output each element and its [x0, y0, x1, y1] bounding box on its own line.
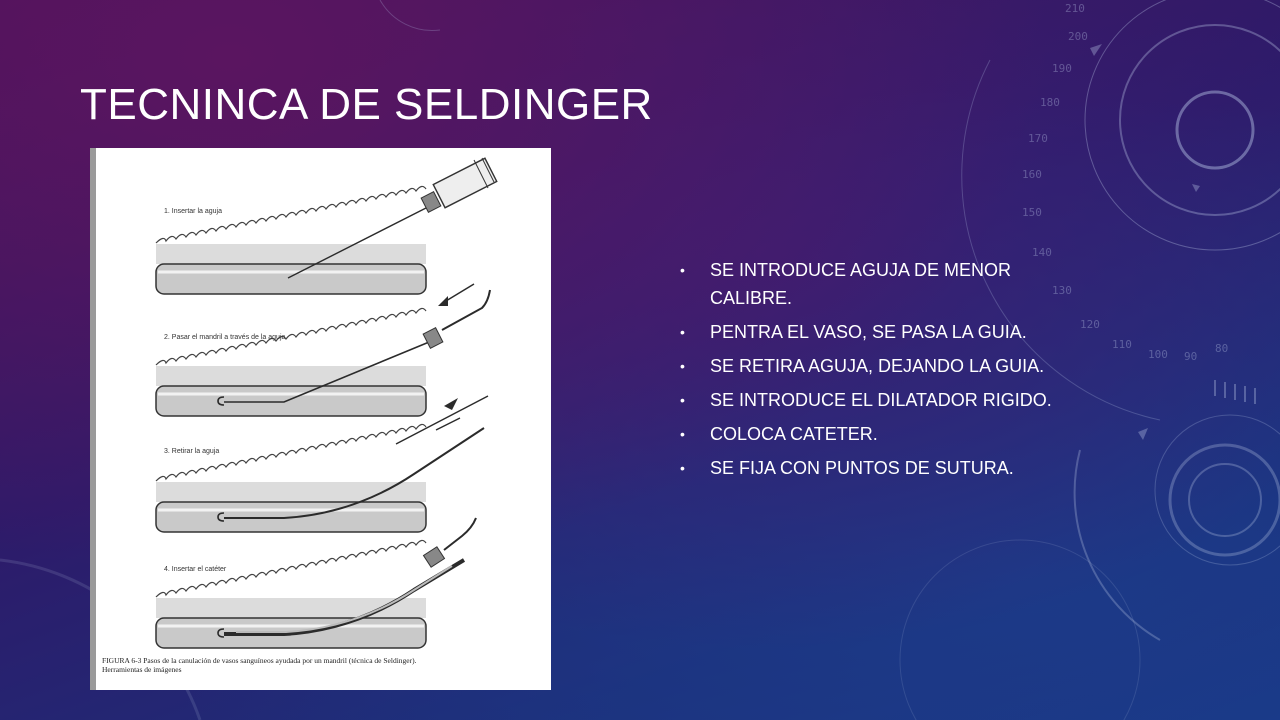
bullet-item — [680, 256, 1070, 312]
dial-number: 80 — [1215, 342, 1229, 355]
bullet-item — [680, 352, 1070, 380]
dial-number: 150 — [1022, 206, 1042, 219]
dial-number: 210 — [1065, 2, 1085, 15]
dial-number: 190 — [1052, 62, 1072, 75]
bullet-dot-icon: • — [680, 358, 685, 374]
step-1-illustration — [156, 158, 497, 294]
caption-line: FIGURA 6-3 Pasos de la canulación de vasos sanguíneos ayudada por un mandril (técnica de Seldinger). — [102, 656, 417, 665]
step-2-illustration — [156, 284, 490, 416]
dial-number: 90 — [1184, 350, 1198, 363]
bullet-text: COLOCA CATETER. — [710, 424, 878, 444]
dial-number: 160 — [1022, 168, 1042, 181]
bullet-text: SE FIJA CON PUNTOS DE SUTURA. — [710, 458, 1014, 478]
bullet-dot-icon: • — [680, 460, 685, 476]
dial-number: 180 — [1040, 96, 1060, 109]
bullet-item — [680, 454, 1070, 482]
dial-number: 100 — [1148, 348, 1168, 361]
bullet-item — [680, 318, 1070, 346]
bullet-list — [680, 256, 1070, 488]
step-3-label: 3. Retirar la aguja — [164, 448, 220, 455]
step-2-label: 2. Pasar el mandril a través de la aguja — [164, 334, 286, 341]
bullet-dot-icon: • — [680, 324, 685, 340]
dial-number: 110 — [1112, 338, 1132, 351]
bullet-dot-icon: • — [680, 392, 685, 408]
bullet-item — [680, 386, 1070, 414]
bullet-item — [680, 420, 1070, 448]
step-1-label: 1. Insertar la aguja — [164, 208, 222, 215]
bullet-text: PENTRA EL VASO, SE PASA LA GUIA. — [710, 322, 1027, 342]
dial-number: 130 — [1052, 284, 1072, 297]
bullet-text: SE RETIRA AGUJA, DEJANDO LA GUIA. — [710, 356, 1045, 376]
dial-number: 120 — [1080, 318, 1100, 331]
seldinger-figure — [90, 148, 551, 690]
bullet-dot-icon: • — [680, 426, 685, 442]
figure-caption — [102, 656, 542, 674]
dial-number: 140 — [1032, 246, 1052, 259]
dial-number: 170 — [1028, 132, 1048, 145]
slide-title: TECNINCA DE SELDINGER — [80, 80, 653, 129]
bullet-text: SE INTRODUCE AGUJA DE MENOR CALIBRE. — [710, 260, 1012, 308]
caption-line: Herramientas de imágenes — [102, 665, 182, 674]
bullet-text: SE INTRODUCE EL DILATADOR RIGIDO. — [710, 390, 1052, 410]
step-4-label: 4. Insertar el catéter — [164, 566, 227, 573]
step-4-illustration — [156, 518, 476, 648]
dial-number: 200 — [1068, 30, 1088, 43]
seldinger-illustration — [96, 148, 551, 690]
bullet-dot-icon: • — [680, 262, 685, 278]
